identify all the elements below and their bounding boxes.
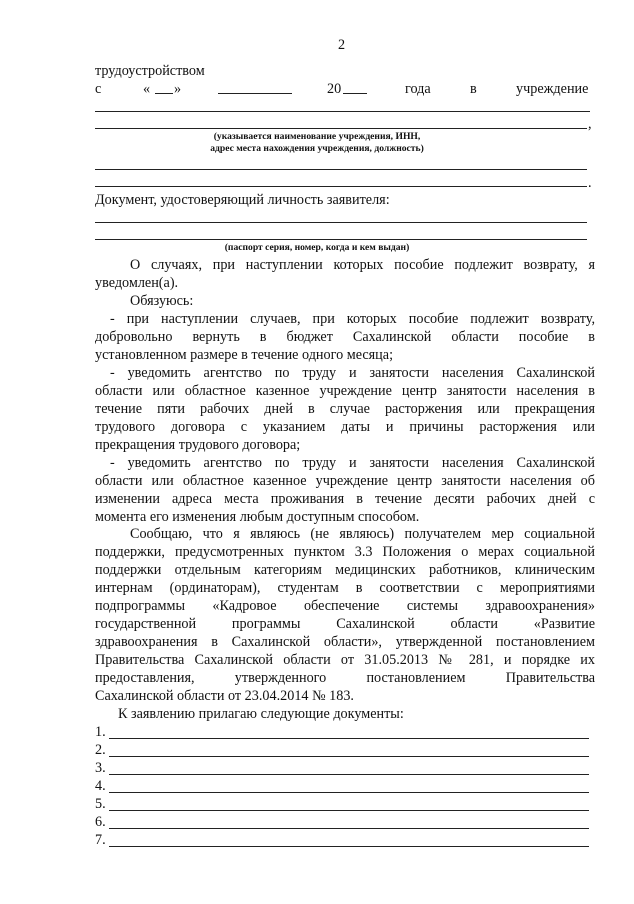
year-blank[interactable] [343, 93, 367, 94]
in-word: в [470, 81, 477, 97]
p5-line-3: изменении адреса места проживания в течение десяти рабочих дней с [95, 491, 595, 507]
quote-open: « [143, 81, 151, 97]
employment-line-1: трудоустройством [95, 63, 205, 79]
p6-line-4: интернам (ординаторам), студентам в соответствии с мероприятиями [95, 580, 595, 596]
institution-caption-1: (указывается наименование учреждения, ИНН, [213, 131, 421, 142]
attachment-number: 7. [95, 832, 106, 848]
attachment-line[interactable] [109, 756, 589, 757]
page-number: 2 [338, 37, 346, 53]
institution-line-2[interactable] [95, 128, 587, 129]
p5-line-2: области или областное казенное учреждение центр занятости населения об [95, 473, 595, 489]
institution-line-3[interactable] [95, 169, 587, 170]
id-document-line-2[interactable] [95, 239, 587, 240]
attachment-number: 1. [95, 724, 106, 740]
attachment-number: 4. [95, 778, 106, 794]
p1-line-2: уведомлен(а). [95, 275, 179, 291]
quote-close: » [174, 81, 182, 97]
p4-line-4: трудового договора с указанием даты и причины расторжения или [95, 419, 595, 435]
attachments-heading: К заявлению прилагаю следующие документы: [118, 706, 404, 722]
attachment-line[interactable] [109, 810, 589, 811]
obligation-heading: Обязуюсь: [130, 293, 194, 309]
year-word: года [405, 81, 431, 97]
p4-line-3: течение пяти рабочих дней в случае расторжения или прекращения [95, 401, 595, 417]
period: . [588, 175, 592, 191]
institution-line-1[interactable] [95, 111, 590, 112]
month-blank[interactable] [218, 93, 292, 94]
attachment-line[interactable] [109, 846, 589, 847]
comma: , [588, 116, 592, 132]
id-document-caption: (паспорт серия, номер, когда и кем выдан) [224, 242, 410, 253]
p6-line-2: поддержки, предусмотренных пунктом 3.3 Положения о мерах социальной [95, 544, 595, 560]
id-document-line-1[interactable] [95, 222, 587, 223]
p6-line-9: предоставления, утвержденного постановлением Правительства [95, 670, 595, 686]
p1-line-1: О случаях, при наступлении которых пособие подлежит возврату, я [130, 257, 595, 273]
attachment-line[interactable] [109, 792, 589, 793]
p6-line-1: Сообщаю, что я являюсь (не являюсь) получателем мер социальной [130, 526, 595, 542]
p6-line-5: подпрограммы «Кадровое обеспечение системы здравоохранения» [95, 598, 595, 614]
year-prefix: 20 [327, 81, 342, 97]
attachment-number: 6. [95, 814, 106, 830]
attachment-line[interactable] [109, 828, 589, 829]
p6-line-6: государственной программы Сахалинской области «Развитие [95, 616, 595, 632]
from-word: с [95, 81, 102, 97]
attachment-number: 3. [95, 760, 106, 776]
p4-line-5: прекращения трудового договора; [95, 437, 301, 453]
p6-line-3: поддержки отдельным категориям медицинских работников, клиническим [95, 562, 595, 578]
attachment-number: 5. [95, 796, 106, 812]
p4-line-2: области или областное казенное учреждение центр занятости населения в [95, 383, 595, 399]
p3-line-3: установленном размере в течение одного месяца; [95, 347, 394, 363]
p4-line-1: - уведомить агентство по труду и занятости населения Сахалинской [110, 365, 595, 381]
institution-line-4[interactable] [95, 186, 587, 187]
p3-line-1: - при наступлении случаев, при которых пособие подлежит возврату, [110, 311, 595, 327]
p6-line-7: здравоохранения в Сахалинской области», утвержденной постановлением [95, 634, 595, 650]
attachment-number: 2. [95, 742, 106, 758]
institution-caption-2: адрес места нахождения учреждения, должность) [210, 143, 424, 154]
institution-word: учреждение [516, 81, 589, 97]
p5-line-4: момента его изменения любым доступным способом. [95, 509, 420, 525]
day-blank[interactable] [155, 93, 173, 94]
attachment-line[interactable] [109, 738, 589, 739]
p3-line-2: добровольно вернуть в бюджет Сахалинской области пособие в [95, 329, 595, 345]
id-document-label: Документ, удостоверяющий личность заявителя: [95, 192, 390, 208]
attachment-line[interactable] [109, 774, 589, 775]
p5-line-1: - уведомить агентство по труду и занятости населения Сахалинской [110, 455, 595, 471]
p6-line-8: Правительства Сахалинской области от 31.05.2013 № 281, и порядке их [95, 652, 595, 668]
p6-line-10: Сахалинской области от 23.04.2014 № 183. [95, 688, 354, 704]
